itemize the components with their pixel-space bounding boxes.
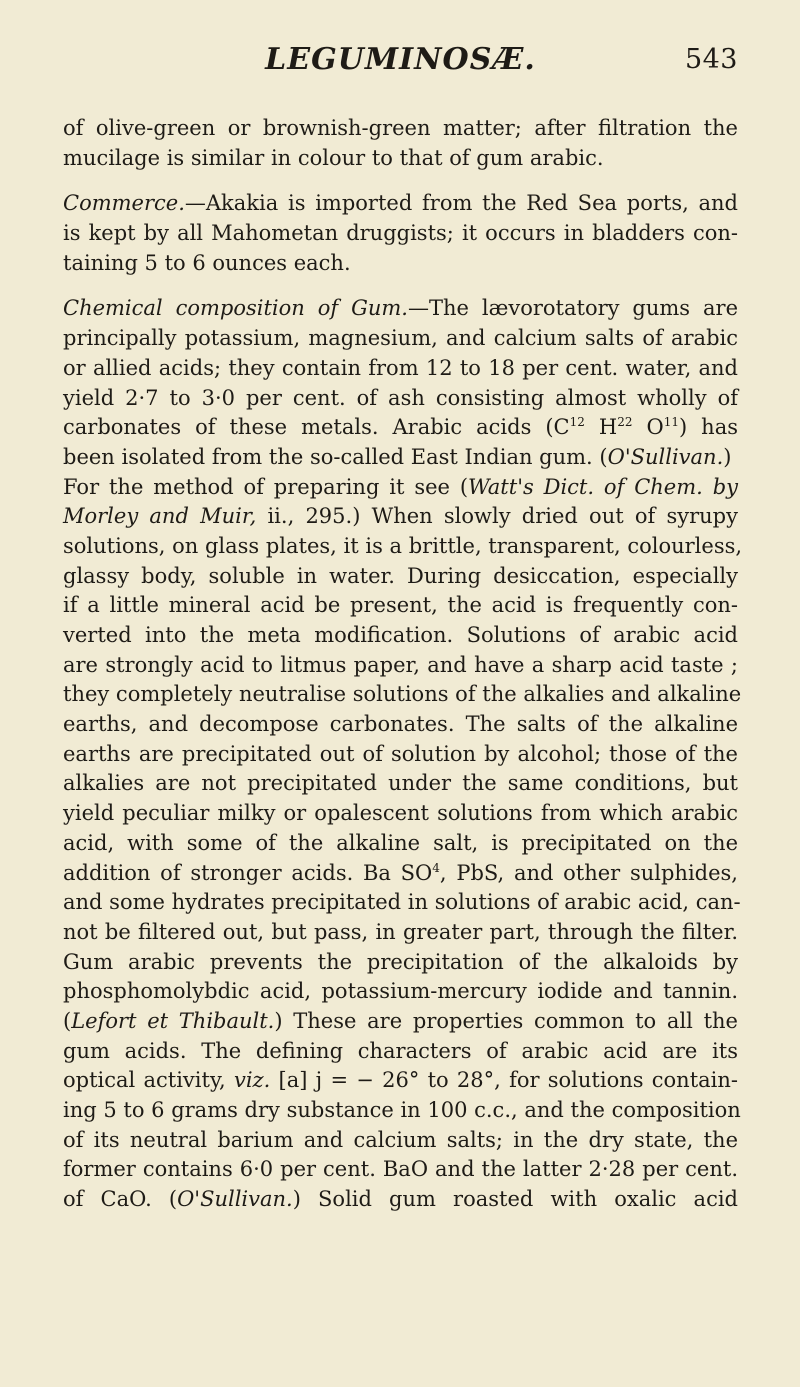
paragraph-commerce-start: Commerce.—Akakia is imported from the Red Sea ports, and bbox=[63, 191, 738, 216]
text-line: are strongly acid to litmus paper, and have a sharp acid taste ; bbox=[63, 652, 738, 677]
text-line: (Lefort et Thibault.) These are properties common to all the bbox=[63, 1008, 738, 1033]
text-line: earths are precipitated out of solution by alcohol; those of the bbox=[63, 741, 738, 766]
citation: O'Sullivan. bbox=[177, 1187, 293, 1212]
citation: Lefort et Thibault. bbox=[71, 1008, 275, 1033]
text-line: of CaO. (O'Sullivan.) Solid gum roasted with oxalic acid bbox=[63, 1187, 738, 1212]
text-line: of olive-green or brownish-green matter; after filtration the bbox=[63, 116, 738, 140]
superscript: 4 bbox=[432, 860, 440, 875]
superscript: 11 bbox=[663, 415, 679, 430]
text-line: if a little mineral acid be present, the acid is frequently con- bbox=[63, 593, 738, 618]
text-line-formula: addition of stronger acids. Ba $SO^4$, PbS, and other sulphides, bbox=[63, 860, 738, 885]
text-line: yield 2·7 to 3·0 per cent. of ash consisting almost wholly of bbox=[63, 385, 738, 410]
paragraph-gap bbox=[63, 278, 738, 294]
page-number: 543 bbox=[684, 44, 738, 75]
section-heading-chemical-composition: Chemical composition of Gum. bbox=[63, 296, 408, 321]
text-line: former contains 6·0 per cent. BaO and the latter 2·28 per cent. bbox=[63, 1157, 738, 1182]
text-line: of its neutral barium and calcium salts; in the dry state, the bbox=[63, 1127, 738, 1152]
text-line: For the method of preparing it see (Watt's Dict. of Chem. by bbox=[63, 474, 739, 499]
text-line: earths, and decompose carbonates. The salts of the alkaline bbox=[63, 712, 738, 737]
text-line: alkalies are not precipitated under the same conditions, but bbox=[63, 771, 738, 796]
text-line: ing 5 to 6 grams dry substance in 100 c.c., and the composition bbox=[63, 1098, 741, 1122]
text-line: and some hydrates precipitated in solutions of arabic acid, can- bbox=[63, 890, 741, 915]
text-line: not be filtered out, but pass, in greater part, through the filter. bbox=[63, 919, 738, 944]
text-line: taining 5 to 6 ounces each. bbox=[63, 250, 351, 275]
citation: O'Sullivan. bbox=[607, 444, 724, 469]
superscript: 22 bbox=[617, 415, 633, 430]
paragraph-gap bbox=[63, 173, 738, 189]
section-heading-commerce: Commerce. bbox=[63, 191, 185, 216]
text-line: Gum arabic prevents the precipitation of the alkaloids by bbox=[63, 949, 738, 974]
text-line: acid, with some of the alkaline salt, is precipitated on the bbox=[63, 830, 738, 855]
superscript: 12 bbox=[569, 415, 585, 430]
text-line: principally potassium, magnesium, and calcium salts of arabic bbox=[63, 326, 738, 351]
text-line: optical activity, viz. [a] j = − 26° to 28°, for solutions contain- bbox=[63, 1068, 738, 1093]
text-line: gum acids. The defining characters of arabic acid are its bbox=[63, 1038, 738, 1063]
text-line: yield peculiar milky or opalescent solutions from which arabic bbox=[63, 801, 738, 826]
text-line: phosphomolybdic acid, potassium-mercury iodide and tannin. bbox=[63, 979, 738, 1004]
citation: Morley and Muir, bbox=[63, 504, 257, 529]
text-line: Morley and Muir, ii., 295.) When slowly dried out of syrupy bbox=[63, 504, 738, 529]
text-line: or allied acids; they contain from 12 to 18 per cent. water, and bbox=[63, 355, 738, 380]
text-line: they completely neutralise solutions of the alkalies and alkaline bbox=[63, 682, 742, 707]
text-line: glassy body, soluble in water. During desiccation, especially bbox=[63, 563, 738, 588]
text-line: is kept by all Mahometan druggists; it occurs in bladders con- bbox=[63, 221, 738, 246]
body-text bbox=[63, 114, 743, 1215]
text-line-formula: carbonates of these metals. Arabic acids ($C^{12}$ $H^{22}$ $O^{11}$) has bbox=[63, 415, 738, 440]
text-line: mucilage is similar in colour to that of gum arabic. bbox=[63, 145, 604, 170]
abbreviation-viz: viz. bbox=[233, 1068, 271, 1093]
citation: Watt's Dict. of Chem. by bbox=[468, 474, 739, 499]
paragraph-chemical-start: Chemical composition of Gum.—The lævorotatory gums are bbox=[63, 296, 739, 321]
text-line: solutions, on glass plates, it is a brittle, transparent, colourless, bbox=[63, 533, 743, 558]
text-line: verted into the meta modification. Solutions of arabic acid bbox=[63, 623, 738, 647]
page-header bbox=[63, 42, 738, 90]
running-title: LEGUMINOSÆ. bbox=[265, 42, 536, 77]
text-line: been isolated from the so-called East Indian gum. (O'Sullivan.) bbox=[63, 444, 732, 469]
